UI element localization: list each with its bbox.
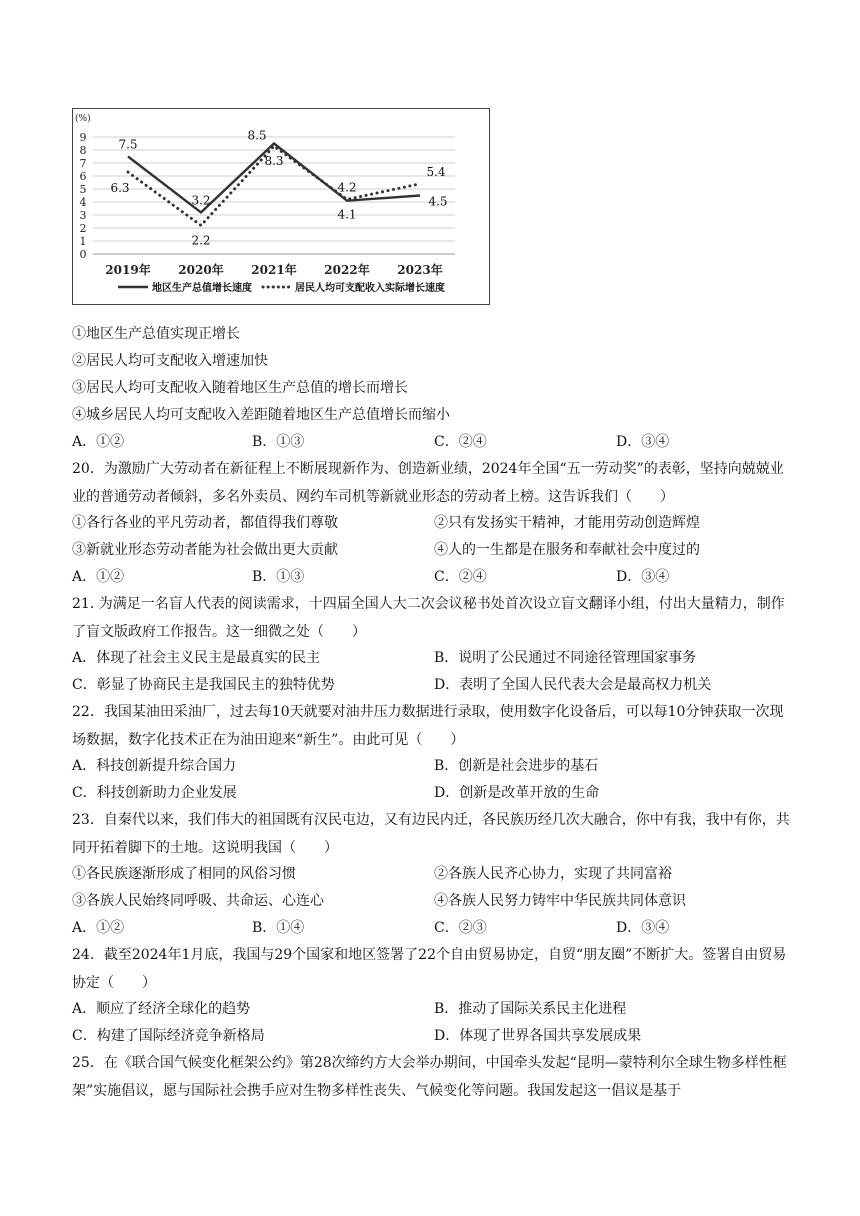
q21-option-b: B．说明了公民通过不同途径管理国家事务 (434, 650, 697, 666)
data-label: 4.1 (337, 207, 357, 222)
q23-statement-4: ④各族人民努力铸牢中华民族共同体意识 (434, 893, 686, 909)
line-chart (72, 108, 490, 305)
q20-option-c: C．②④ (434, 569, 487, 585)
statement-2: ②居民人均可支配收入增速加快 (72, 353, 268, 369)
q24-option-b: B．推动了国际关系民主化进程 (434, 1001, 627, 1017)
q24-option-a: A．顺应了经济全球化的趋势 (72, 1001, 251, 1017)
q23-option-a: A．①② (72, 920, 125, 936)
legend-label-gdp: 地区生产总值增长速度 (152, 283, 252, 294)
y-tick-label: 8 (79, 144, 87, 157)
q22-option-c: C．科技创新助力企业发展 (72, 785, 237, 801)
q22-option-b: B．创新是社会进步的基石 (434, 758, 599, 774)
question-23: 23．自秦代以来，我们伟大的祖国既有汉民屯边，又有边民内迁，各民族历经几次大融合，你中有我，我中有你，共同开拓着脚下的土地。这说明我国（ ） (72, 812, 790, 856)
q19-option-c: C．②④ (434, 434, 487, 450)
q23-option-c: C．②③ (434, 920, 487, 936)
x-tick-label: 2022年 (324, 263, 370, 277)
q23-option-b: B．①④ (252, 920, 305, 936)
data-label: 3.2 (191, 193, 211, 208)
q21-option-c: C．彰显了协商民主是我国民主的独特优势 (72, 677, 335, 693)
q20-statement-3: ③新就业形态劳动者能为社会做出更大贡献 (72, 542, 338, 558)
x-tick-label: 2019年 (105, 263, 151, 277)
q20-statement-1: ①各行各业的平凡劳动者，都值得我们尊敬 (72, 515, 338, 531)
q22-option-d: D．创新是改革开放的生命 (434, 785, 600, 801)
q23-option-d: D．③④ (616, 920, 670, 936)
y-tick-label: 9 (79, 131, 87, 144)
q23-statement-1: ①各民族逐渐形成了相同的风俗习惯 (72, 866, 296, 882)
q19-option-b: B．①③ (252, 434, 305, 450)
data-label: 6.3 (110, 181, 130, 196)
x-tick-label: 2020年 (178, 263, 224, 277)
q21-option-d: D．表明了全国人民代表大会是最高权力机关 (434, 677, 712, 693)
data-label: 4.5 (428, 194, 448, 209)
q20-statement-4: ④人的一生都是在服务和奉献社会中度过的 (434, 542, 700, 558)
q19-option-d: D．③④ (616, 434, 670, 450)
y-unit-label: (%) (75, 114, 91, 124)
q20-option-b: B．①③ (252, 569, 305, 585)
data-label: 4.2 (337, 180, 357, 195)
q20-option-a: A．①② (72, 569, 125, 585)
data-label: 8.5 (247, 128, 267, 143)
q19-option-a: A．①② (72, 434, 125, 450)
y-tick-label: 4 (79, 196, 87, 209)
y-tick-label: 2 (79, 222, 87, 235)
question-22: 22．我国某油田采油厂，过去每10天就要对油井压力数据进行录取，使用数字化设备后，可以每10分钟获取一次现场数据，数字化技术正在为油田迎来“新生”。由此可见（ ） (72, 704, 784, 748)
y-tick-label: 0 (79, 248, 87, 261)
y-tick-label: 7 (79, 157, 87, 170)
y-tick-label: 5 (79, 183, 87, 196)
q22-option-a: A．科技创新提升综合国力 (72, 758, 237, 774)
q24-option-d: D．体现了世界各国共享发展成果 (434, 1028, 642, 1044)
q20-option-d: D．③④ (616, 569, 670, 585)
q24-option-c: C．构建了国际经济竞争新格局 (72, 1028, 265, 1044)
statement-3: ③居民人均可支配收入随着地区生产总值的增长而增长 (72, 380, 408, 396)
statement-1: ①地区生产总值实现正增长 (72, 326, 240, 342)
question-20: 20．为激励广大劳动者在新征程上不断展现新作为、创造新业绩，2024年全国“五一劳动奖”的表彰，坚持向兢兢业业的普通劳动者倾斜，多名外卖员、网约车司机等新就业形态的劳动者上榜。这告诉我们（ ） (72, 461, 784, 505)
y-tick-label: 1 (79, 235, 87, 248)
q23-statement-2: ②各族人民齐心协力，实现了共同富裕 (434, 866, 672, 882)
x-tick-label: 2023年 (397, 263, 443, 277)
data-label: 5.4 (426, 164, 446, 179)
statement-4: ④城乡居民人均可支配收入差距随着地区生产总值增长而缩小 (72, 407, 450, 423)
y-tick-label: 6 (79, 170, 87, 183)
question-25: 25．在《联合国气候变化框架公约》第28次缔约方大会举办期间，中国牵头发起“昆明—蒙特利尔全球生物多样性框架”实施倡议，愿与国际社会携手应对生物多样性丧失、气候变化等问题。我国发起这一倡议是基于 (72, 1055, 787, 1099)
x-tick-label: 2021年 (251, 263, 297, 277)
legend-label-income: 居民人均可支配收入实际增长速度 (295, 283, 445, 294)
q23-statement-3: ③各族人民始终同呼吸、共命运、心连心 (72, 893, 324, 909)
y-tick-label: 3 (79, 209, 87, 222)
question-21: 21. 为满足一名盲人代表的阅读需求，十四届全国人大二次会议秘书处首次设立盲文翻译小组，付出大量精力，制作了盲文版政府工作报告。这一细微之处（ ） (72, 596, 785, 640)
q21-option-a: A．体现了社会主义民主是最真实的民主 (72, 650, 321, 666)
data-label: 8.3 (264, 154, 284, 169)
question-24: 24．截至2024年1月底，我国与29个国家和地区签署了22个自由贸易协定，自贸“朋友圈”不断扩大。签署自由贸易协定（ ） (72, 947, 787, 991)
data-label: 7.5 (118, 137, 138, 152)
chart-svg (73, 109, 489, 304)
q20-statement-2: ②只有发扬实干精神，才能用劳动创造辉煌 (434, 515, 700, 531)
data-label: 2.2 (191, 233, 211, 248)
